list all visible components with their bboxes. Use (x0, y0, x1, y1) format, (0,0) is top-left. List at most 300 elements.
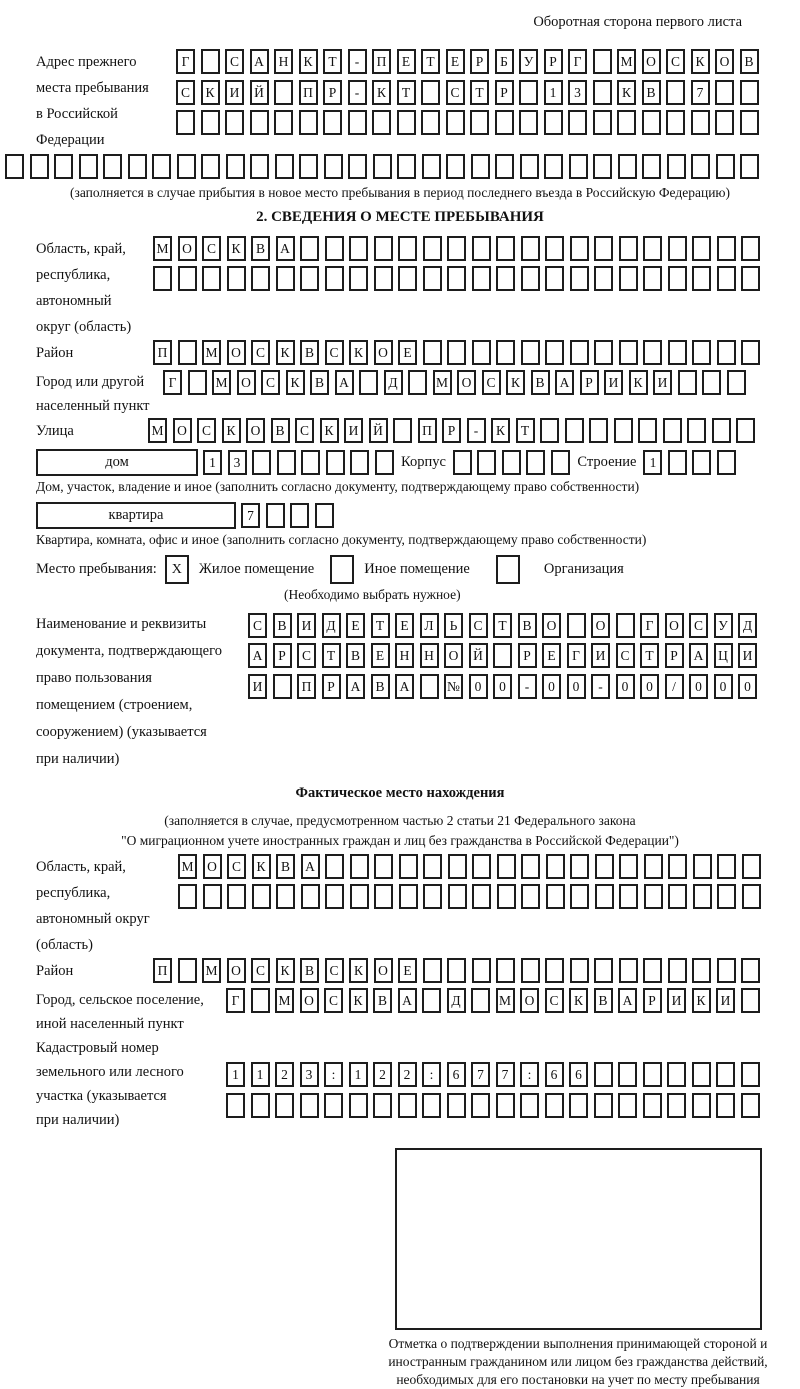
char-cell[interactable] (619, 854, 638, 879)
char-cell[interactable]: Р (544, 49, 563, 74)
char-cell[interactable]: 0 (714, 674, 733, 699)
char-cell[interactable]: К (629, 370, 648, 395)
char-cell[interactable] (593, 80, 612, 105)
char-cell[interactable] (741, 988, 760, 1013)
char-cell[interactable]: К (276, 340, 295, 365)
char-cell[interactable] (666, 80, 685, 105)
char-cell[interactable] (496, 266, 515, 291)
char-cell[interactable] (201, 49, 220, 74)
char-cell[interactable] (178, 266, 197, 291)
char-cell[interactable]: К (320, 418, 339, 443)
char-cell[interactable] (495, 110, 514, 135)
char-cell[interactable]: О (300, 988, 319, 1013)
char-cell[interactable] (594, 236, 613, 261)
char-cell[interactable]: М (496, 988, 515, 1013)
char-cell[interactable] (678, 370, 697, 395)
char-cell[interactable]: Р (643, 988, 662, 1013)
char-cell[interactable] (447, 1093, 466, 1118)
char-cell[interactable] (177, 154, 196, 179)
char-cell[interactable]: М (178, 854, 197, 879)
char-cell[interactable] (715, 110, 734, 135)
char-cell[interactable]: О (374, 340, 393, 365)
char-cell[interactable]: Т (493, 613, 512, 638)
char-cell[interactable] (324, 154, 343, 179)
char-cell[interactable]: С (666, 49, 685, 74)
char-cell[interactable]: 0 (542, 674, 561, 699)
char-cell[interactable] (716, 1093, 735, 1118)
char-cell[interactable] (519, 110, 538, 135)
char-cell[interactable]: Г (640, 613, 659, 638)
char-cell[interactable] (521, 884, 540, 909)
char-cell[interactable] (471, 154, 490, 179)
char-cell[interactable]: В (740, 49, 759, 74)
char-cell[interactable] (422, 154, 441, 179)
char-cell[interactable] (497, 854, 516, 879)
char-cell[interactable]: А (689, 643, 708, 668)
char-cell[interactable] (397, 154, 416, 179)
char-cell[interactable] (717, 958, 736, 983)
char-cell[interactable] (736, 418, 755, 443)
char-cell[interactable]: И (667, 988, 686, 1013)
char-cell[interactable]: С (248, 613, 267, 638)
char-cell[interactable] (471, 1093, 490, 1118)
char-cell[interactable]: О (178, 236, 197, 261)
char-cell[interactable] (399, 884, 418, 909)
char-cell[interactable]: 1 (544, 80, 563, 105)
char-cell[interactable]: О (203, 854, 222, 879)
char-cell[interactable]: К (299, 49, 318, 74)
char-cell[interactable]: 6 (545, 1062, 564, 1087)
char-cell[interactable] (448, 854, 467, 879)
char-cell[interactable] (493, 643, 512, 668)
char-cell[interactable]: О (457, 370, 476, 395)
char-cell[interactable]: Ц (714, 643, 733, 668)
char-cell[interactable] (250, 154, 269, 179)
char-cell[interactable] (472, 884, 491, 909)
char-cell[interactable]: № (444, 674, 463, 699)
char-cell[interactable] (546, 854, 565, 879)
char-cell[interactable] (188, 370, 207, 395)
char-cell[interactable] (178, 340, 197, 365)
char-cell[interactable] (667, 1062, 686, 1087)
char-cell[interactable]: А (250, 49, 269, 74)
char-cell[interactable] (225, 110, 244, 135)
char-cell[interactable] (202, 266, 221, 291)
char-cell[interactable]: - (467, 418, 486, 443)
char-cell[interactable]: Е (398, 340, 417, 365)
char-cell[interactable] (569, 1093, 588, 1118)
char-cell[interactable] (727, 370, 746, 395)
char-cell[interactable] (618, 154, 637, 179)
char-cell[interactable]: С (197, 418, 216, 443)
char-cell[interactable]: 0 (640, 674, 659, 699)
char-cell[interactable] (667, 1093, 686, 1118)
char-cell[interactable]: С (689, 613, 708, 638)
char-cell[interactable]: В (310, 370, 329, 395)
char-cell[interactable]: : (324, 1062, 343, 1087)
char-cell[interactable] (350, 450, 369, 475)
char-cell[interactable]: 3 (228, 450, 247, 475)
char-cell[interactable] (408, 370, 427, 395)
char-cell[interactable] (447, 958, 466, 983)
char-cell[interactable]: О (227, 958, 246, 983)
char-cell[interactable] (740, 80, 759, 105)
char-cell[interactable]: А (335, 370, 354, 395)
char-cell[interactable]: К (227, 236, 246, 261)
char-cell[interactable] (643, 266, 662, 291)
char-cell[interactable]: К (506, 370, 525, 395)
char-cell[interactable] (618, 1062, 637, 1087)
char-cell[interactable] (593, 49, 612, 74)
char-cell[interactable] (393, 418, 412, 443)
char-cell[interactable] (521, 266, 540, 291)
char-cell[interactable] (178, 958, 197, 983)
char-cell[interactable] (668, 854, 687, 879)
char-cell[interactable] (374, 266, 393, 291)
char-cell[interactable] (742, 884, 761, 909)
char-cell[interactable]: С (251, 958, 270, 983)
char-cell[interactable] (741, 266, 760, 291)
char-cell[interactable] (617, 110, 636, 135)
char-cell[interactable] (717, 340, 736, 365)
char-cell[interactable] (128, 154, 147, 179)
char-cell[interactable]: Р (495, 80, 514, 105)
char-cell[interactable] (496, 340, 515, 365)
char-cell[interactable]: В (300, 340, 319, 365)
char-cell[interactable] (545, 1093, 564, 1118)
char-cell[interactable] (570, 884, 589, 909)
char-cell[interactable] (691, 110, 710, 135)
char-cell[interactable] (372, 110, 391, 135)
char-cell[interactable] (717, 236, 736, 261)
char-cell[interactable] (715, 80, 734, 105)
char-cell[interactable]: 2 (398, 1062, 417, 1087)
char-cell[interactable] (593, 154, 612, 179)
char-cell[interactable] (692, 958, 711, 983)
char-cell[interactable] (569, 154, 588, 179)
char-cell[interactable]: А (398, 988, 417, 1013)
char-cell[interactable] (453, 450, 472, 475)
char-cell[interactable] (692, 340, 711, 365)
char-cell[interactable] (644, 854, 663, 879)
char-cell[interactable]: И (604, 370, 623, 395)
char-cell[interactable] (446, 154, 465, 179)
char-cell[interactable]: С (225, 49, 244, 74)
char-cell[interactable] (398, 1093, 417, 1118)
char-cell[interactable] (201, 154, 220, 179)
char-cell[interactable]: О (444, 643, 463, 668)
char-cell[interactable]: В (273, 613, 292, 638)
char-cell[interactable] (325, 266, 344, 291)
char-cell[interactable] (519, 80, 538, 105)
char-cell[interactable] (421, 110, 440, 135)
char-cell[interactable] (644, 884, 663, 909)
char-cell[interactable] (359, 370, 378, 395)
char-cell[interactable] (398, 266, 417, 291)
char-cell[interactable]: К (252, 854, 271, 879)
char-cell[interactable] (471, 988, 490, 1013)
char-cell[interactable] (348, 154, 367, 179)
char-cell[interactable] (663, 418, 682, 443)
char-cell[interactable] (544, 154, 563, 179)
char-cell[interactable] (594, 958, 613, 983)
char-cell[interactable]: - (518, 674, 537, 699)
char-cell[interactable]: Е (395, 613, 414, 638)
char-cell[interactable] (178, 884, 197, 909)
char-cell[interactable] (545, 236, 564, 261)
char-cell[interactable]: В (594, 988, 613, 1013)
char-cell[interactable]: - (591, 674, 610, 699)
char-cell[interactable]: М (212, 370, 231, 395)
char-cell[interactable] (593, 110, 612, 135)
char-cell[interactable] (502, 450, 521, 475)
char-cell[interactable]: Д (322, 613, 341, 638)
char-cell[interactable]: 1 (643, 450, 662, 475)
char-cell[interactable]: : (520, 1062, 539, 1087)
char-cell[interactable] (594, 1062, 613, 1087)
char-cell[interactable] (422, 1093, 441, 1118)
char-cell[interactable]: К (491, 418, 510, 443)
char-cell[interactable] (422, 988, 441, 1013)
char-cell[interactable]: Н (274, 49, 293, 74)
char-cell[interactable]: И (297, 613, 316, 638)
char-cell[interactable]: К (349, 340, 368, 365)
char-cell[interactable]: М (617, 49, 636, 74)
char-cell[interactable] (325, 884, 344, 909)
char-cell[interactable] (423, 340, 442, 365)
char-cell[interactable]: / (665, 674, 684, 699)
char-cell[interactable] (692, 236, 711, 261)
char-cell[interactable] (397, 110, 416, 135)
char-cell[interactable]: С (545, 988, 564, 1013)
char-cell[interactable] (301, 450, 320, 475)
char-cell[interactable]: П (372, 49, 391, 74)
char-cell[interactable]: С (325, 958, 344, 983)
char-cell[interactable]: С (297, 643, 316, 668)
char-cell[interactable] (643, 1062, 662, 1087)
char-cell[interactable]: П (297, 674, 316, 699)
char-cell[interactable] (568, 110, 587, 135)
char-cell[interactable]: С (202, 236, 221, 261)
char-cell[interactable] (420, 674, 439, 699)
char-cell[interactable]: В (518, 613, 537, 638)
char-cell[interactable]: И (344, 418, 363, 443)
char-cell[interactable]: М (202, 958, 221, 983)
char-cell[interactable] (227, 266, 246, 291)
char-cell[interactable]: М (153, 236, 172, 261)
char-cell[interactable] (275, 1093, 294, 1118)
char-cell[interactable]: Т (323, 49, 342, 74)
char-cell[interactable] (551, 450, 570, 475)
char-cell[interactable]: Т (516, 418, 535, 443)
char-cell[interactable]: Р (580, 370, 599, 395)
char-cell[interactable] (668, 340, 687, 365)
char-cell[interactable] (251, 1093, 270, 1118)
char-cell[interactable] (315, 503, 334, 528)
char-cell[interactable] (692, 1093, 711, 1118)
char-cell[interactable]: Г (163, 370, 182, 395)
char-cell[interactable]: К (286, 370, 305, 395)
char-cell[interactable]: Г (567, 643, 586, 668)
char-cell[interactable]: К (349, 958, 368, 983)
char-cell[interactable]: В (276, 854, 295, 879)
char-cell[interactable] (324, 1093, 343, 1118)
char-cell[interactable] (373, 154, 392, 179)
char-cell[interactable]: С (251, 340, 270, 365)
char-cell[interactable] (619, 266, 638, 291)
char-cell[interactable] (349, 266, 368, 291)
char-cell[interactable]: П (299, 80, 318, 105)
char-cell[interactable]: Р (665, 643, 684, 668)
char-cell[interactable] (619, 884, 638, 909)
char-cell[interactable] (326, 450, 345, 475)
char-cell[interactable]: П (153, 340, 172, 365)
char-cell[interactable] (277, 450, 296, 475)
char-cell[interactable] (692, 1062, 711, 1087)
char-cell[interactable]: 0 (738, 674, 757, 699)
char-cell[interactable] (30, 154, 49, 179)
char-cell[interactable] (299, 110, 318, 135)
char-cell[interactable] (693, 884, 712, 909)
char-cell[interactable]: М (148, 418, 167, 443)
char-cell[interactable] (717, 266, 736, 291)
char-cell[interactable]: О (642, 49, 661, 74)
char-cell[interactable]: Р (470, 49, 489, 74)
char-cell[interactable] (496, 958, 515, 983)
char-cell[interactable] (251, 266, 270, 291)
char-cell[interactable]: Е (371, 643, 390, 668)
char-cell[interactable] (325, 236, 344, 261)
char-cell[interactable]: И (653, 370, 672, 395)
char-cell[interactable] (470, 110, 489, 135)
char-cell[interactable] (667, 154, 686, 179)
char-cell[interactable]: Й (369, 418, 388, 443)
char-cell[interactable]: Й (469, 643, 488, 668)
char-cell[interactable] (447, 236, 466, 261)
char-cell[interactable]: : (422, 1062, 441, 1087)
char-cell[interactable] (375, 450, 394, 475)
char-cell[interactable]: А (301, 854, 320, 879)
char-cell[interactable] (614, 418, 633, 443)
char-cell[interactable]: Ь (444, 613, 463, 638)
char-cell[interactable] (638, 418, 657, 443)
char-cell[interactable]: О (246, 418, 265, 443)
char-cell[interactable]: 0 (616, 674, 635, 699)
char-cell[interactable]: Е (542, 643, 561, 668)
char-cell[interactable]: Р (322, 674, 341, 699)
char-cell[interactable]: 1 (349, 1062, 368, 1087)
char-cell[interactable]: П (153, 958, 172, 983)
char-cell[interactable]: В (251, 236, 270, 261)
char-cell[interactable]: О (591, 613, 610, 638)
char-cell[interactable] (447, 340, 466, 365)
char-cell[interactable] (544, 110, 563, 135)
char-cell[interactable] (472, 340, 491, 365)
char-cell[interactable]: О (520, 988, 539, 1013)
char-cell[interactable] (323, 110, 342, 135)
char-cell[interactable] (423, 266, 442, 291)
char-cell[interactable] (5, 154, 24, 179)
char-cell[interactable] (521, 854, 540, 879)
char-cell[interactable] (545, 340, 564, 365)
char-cell[interactable]: 2 (373, 1062, 392, 1087)
char-cell[interactable]: В (373, 988, 392, 1013)
char-cell[interactable]: Т (470, 80, 489, 105)
char-cell[interactable]: О (665, 613, 684, 638)
char-cell[interactable]: В (642, 80, 661, 105)
char-cell[interactable] (274, 110, 293, 135)
char-cell[interactable]: А (346, 674, 365, 699)
char-cell[interactable] (423, 854, 442, 879)
char-cell[interactable] (546, 884, 565, 909)
char-cell[interactable]: И (591, 643, 610, 668)
char-cell[interactable] (642, 110, 661, 135)
char-cell[interactable] (692, 450, 711, 475)
char-cell[interactable]: О (237, 370, 256, 395)
char-cell[interactable] (643, 1093, 662, 1118)
char-cell[interactable]: 7 (471, 1062, 490, 1087)
char-cell[interactable] (152, 154, 171, 179)
char-cell[interactable] (570, 236, 589, 261)
char-cell[interactable] (717, 854, 736, 879)
char-cell[interactable]: 1 (251, 1062, 270, 1087)
char-cell[interactable]: 3 (300, 1062, 319, 1087)
char-cell[interactable] (398, 236, 417, 261)
char-cell[interactable] (299, 154, 318, 179)
char-cell[interactable]: 2 (275, 1062, 294, 1087)
char-cell[interactable] (273, 674, 292, 699)
char-cell[interactable]: К (222, 418, 241, 443)
char-cell[interactable]: Е (346, 613, 365, 638)
char-cell[interactable] (618, 1093, 637, 1118)
char-cell[interactable]: 1 (203, 450, 222, 475)
char-cell[interactable]: Б (495, 49, 514, 74)
char-cell[interactable] (276, 266, 295, 291)
char-cell[interactable]: Д (738, 613, 757, 638)
char-cell[interactable]: Т (421, 49, 440, 74)
char-cell[interactable]: К (569, 988, 588, 1013)
char-cell[interactable] (447, 266, 466, 291)
char-cell[interactable]: Р (323, 80, 342, 105)
char-cell[interactable] (668, 450, 687, 475)
char-cell[interactable] (716, 1062, 735, 1087)
char-cell[interactable] (103, 154, 122, 179)
char-cell[interactable] (570, 266, 589, 291)
char-cell[interactable] (668, 236, 687, 261)
char-cell[interactable] (153, 266, 172, 291)
char-cell[interactable] (495, 154, 514, 179)
char-cell[interactable]: К (692, 988, 711, 1013)
char-cell[interactable] (54, 154, 73, 179)
char-cell[interactable] (276, 884, 295, 909)
char-cell[interactable] (702, 370, 721, 395)
char-cell[interactable]: И (225, 80, 244, 105)
char-cell[interactable]: И (738, 643, 757, 668)
char-cell[interactable] (712, 418, 731, 443)
char-cell[interactable] (421, 80, 440, 105)
char-cell[interactable] (350, 854, 369, 879)
char-cell[interactable]: Т (371, 613, 390, 638)
char-cell[interactable] (666, 110, 685, 135)
char-cell[interactable] (595, 854, 614, 879)
char-cell[interactable] (79, 154, 98, 179)
char-cell[interactable] (692, 266, 711, 291)
char-cell[interactable] (350, 884, 369, 909)
char-cell[interactable]: 0 (567, 674, 586, 699)
checkbox-inoe[interactable] (330, 555, 354, 584)
char-cell[interactable]: Й (250, 80, 269, 105)
char-cell[interactable] (643, 236, 662, 261)
